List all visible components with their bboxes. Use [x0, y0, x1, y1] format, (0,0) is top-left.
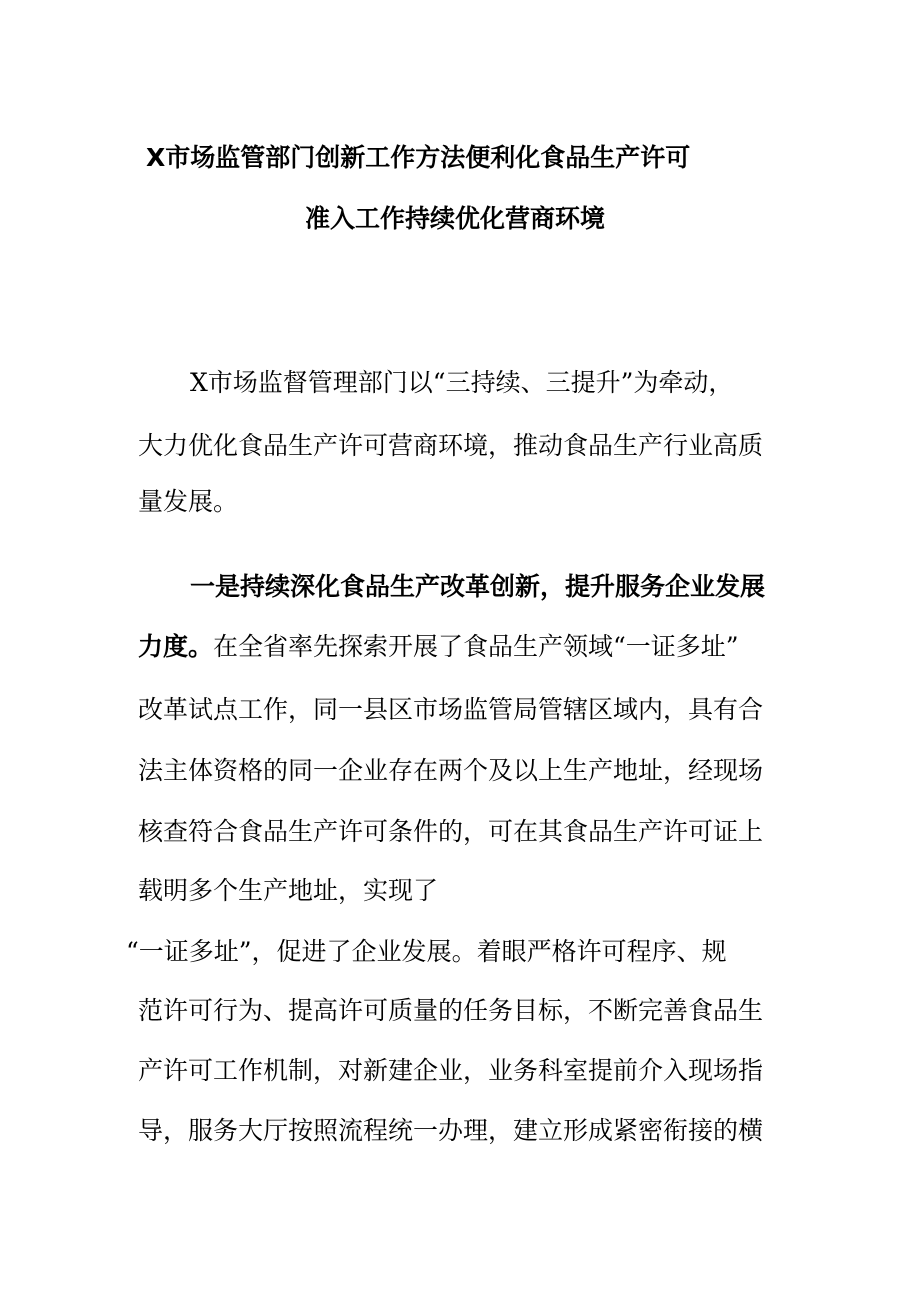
intro-line-1: X市场监督管理部门以“三持续、三提升”为牵动， — [190, 368, 734, 397]
section1-heading-end: 力度。 — [138, 632, 214, 661]
section1-line-2-text: 在全省率先探索开展了食品生产领域“一证多址” — [213, 632, 739, 661]
document-title-line-1: X市场监管部门创新工作方法便利化食品生产许可 — [146, 143, 691, 172]
section1-line-4: 法主体资格的同一企业存在两个及以上生产地址，经现场 — [138, 756, 764, 785]
section1-line-8: 范许可行为、提高许可质量的任务目标，不断完善食品生 — [138, 996, 764, 1025]
section1-line-10: 导，服务大厅按照流程统一办理，建立形成紧密衔接的横 — [138, 1116, 764, 1145]
intro-line-3: 量发展。 — [138, 487, 239, 516]
section1-line-9: 产许可工作机制，对新建企业，业务科室提前介入现场指 — [138, 1056, 764, 1085]
section1-line-2 — [138, 631, 739, 663]
section1-line-3: 改革试点工作，同一县区市场监管局管辖区域内，具有合 — [138, 695, 764, 724]
section1-line-6: 载明多个生产地址，实现了 — [138, 876, 439, 905]
intro-line-2: 大力优化食品生产许可营商环境，推动食品生产行业高质 — [138, 431, 764, 460]
section1-heading: 一是持续深化食品生产改革创新，提升服务企业发展 — [190, 572, 766, 601]
section1-line-5: 核查符合食品生产许可条件的，可在其食品生产许可证上 — [138, 817, 764, 846]
section1-line-7: “一证多址”，促进了企业发展。着眼严格许可程序、规 — [126, 937, 727, 966]
document-title-line-2: 准入工作持续优化营商环境 — [305, 204, 606, 233]
